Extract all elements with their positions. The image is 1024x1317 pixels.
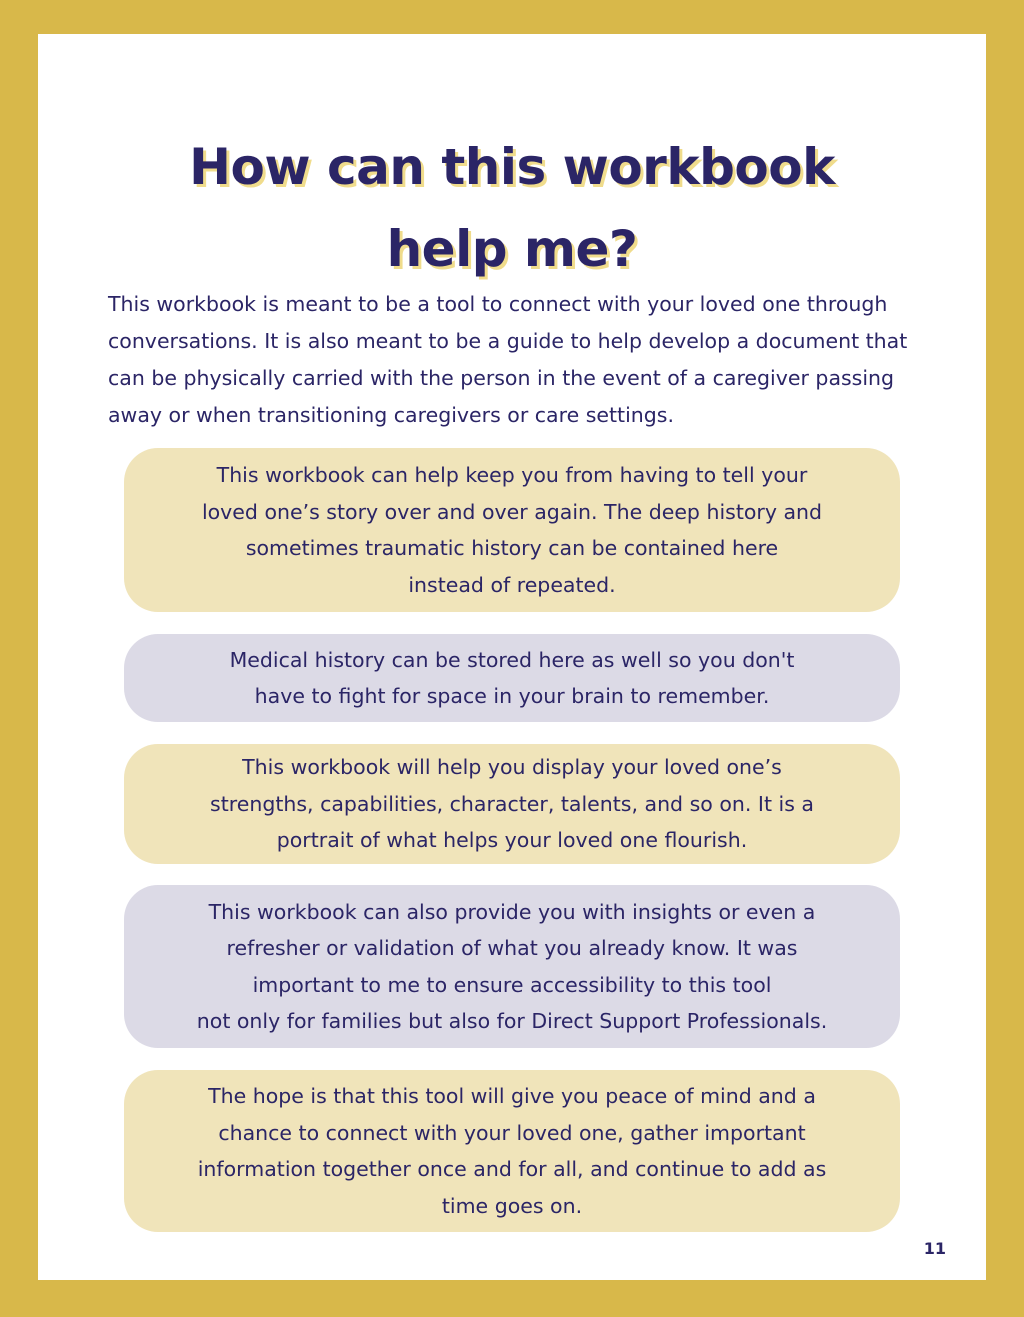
card-line: chance to connect with your loved one, gather important bbox=[218, 1120, 806, 1145]
card-line: This workbook will help you display your loved one’s bbox=[242, 755, 782, 780]
card-line: portrait of what helps your loved one flourish. bbox=[276, 828, 748, 853]
info-card-medical-text bbox=[230, 642, 795, 715]
card-line: not only for families but also for Direct Support Professionals. bbox=[196, 1009, 828, 1033]
page-number: 11 bbox=[923, 1239, 946, 1258]
info-card-insights bbox=[124, 885, 900, 1048]
card-line: This workbook can also provide you with insights or even a bbox=[208, 899, 816, 924]
card-line: instead of repeated. bbox=[408, 572, 616, 597]
info-card-insights-text bbox=[197, 894, 827, 1040]
page-title-line-2: help me? bbox=[386, 220, 638, 278]
info-card-strengths bbox=[124, 744, 900, 864]
info-card-strengths-text bbox=[210, 749, 814, 859]
card-line: time goes on. bbox=[441, 1193, 583, 1218]
card-line: loved one’s story over and over again. The deep history and bbox=[201, 499, 823, 524]
info-card-hope bbox=[124, 1070, 900, 1232]
card-line: information together once and for all, and continue to add as bbox=[197, 1157, 827, 1181]
card-line: important to me to ensure accessibility to this tool bbox=[252, 972, 772, 997]
card-line: have to fight for space in your brain to remember. bbox=[254, 684, 770, 708]
info-card-story-text bbox=[202, 457, 822, 603]
card-line: The hope is that this tool will give you peace of mind and a bbox=[208, 1084, 816, 1108]
card-line: Medical history can be stored here as well so you don't bbox=[229, 647, 795, 672]
card-line: This workbook can help keep you from having to tell your bbox=[216, 463, 808, 487]
page-title-line-1: How can this workbook bbox=[189, 138, 835, 196]
card-line: refresher or validation of what you already know. It was bbox=[226, 936, 798, 960]
page bbox=[38, 34, 986, 1280]
info-card-medical bbox=[124, 634, 900, 722]
info-card-hope-text bbox=[198, 1078, 827, 1224]
card-line: sometimes traumatic history can be contained here bbox=[245, 536, 779, 560]
page-title bbox=[38, 126, 986, 290]
intro-paragraph: This workbook is meant to be a tool to connect with your loved one through conversations. It is also meant to be a guide to help develop a document that can be physically carried with the person in the event of a caregiver passing away or when transitioning caregivers or care settings. bbox=[108, 292, 908, 427]
info-card-story bbox=[124, 448, 900, 612]
card-line: strengths, capabilities, character, talents, and so on. It is a bbox=[210, 791, 814, 816]
